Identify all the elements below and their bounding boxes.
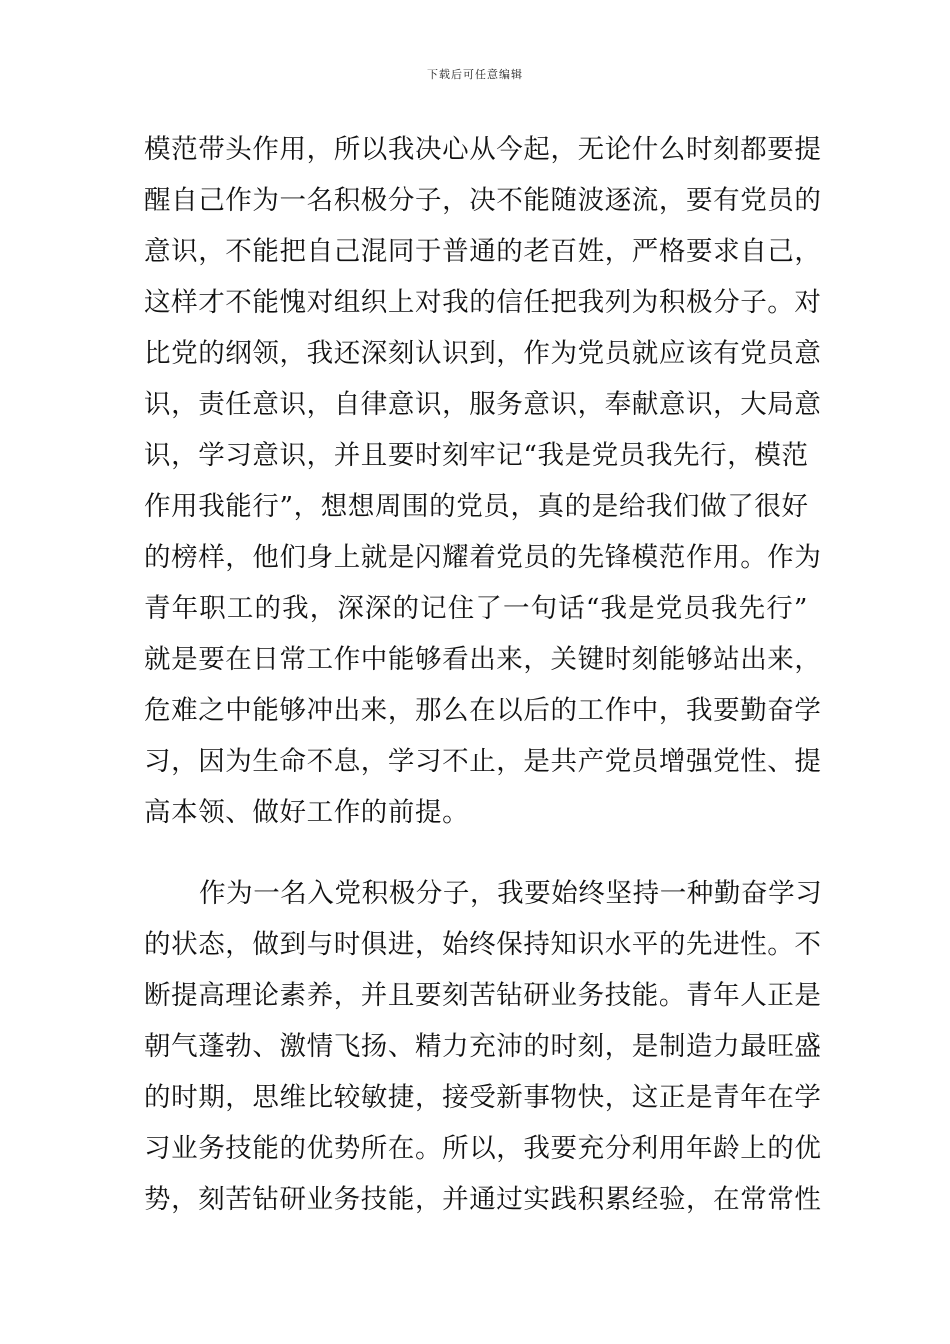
- text-line: 高本领、做好工作的前提。: [144, 797, 470, 828]
- text-line: 的榜样，他们身上就是闪耀着党员的先锋模范作用。作为: [144, 542, 822, 573]
- text-line: 的时期，思维比较敏捷，接受新事物快，这正是青年在学: [144, 1082, 822, 1113]
- text-line: 作为一名入党积极分子，我要始终坚持一种勤奋学习: [199, 878, 823, 909]
- text-line: 危难之中能够冲出来，那么在以后的工作中，我要勤奋学: [144, 695, 822, 726]
- paragraph-2: [144, 868, 823, 1225]
- text-line: 断提高理论素养，并且要刻苦钻研业务技能。青年人正是: [144, 980, 822, 1011]
- text-line: 识，学习意识，并且要时刻牢记“我是党员我先行，模范: [144, 440, 809, 471]
- text-line: 醒自己作为一名积极分子，决不能随波逐流，要有党员的: [144, 185, 822, 216]
- text-line: 这样才不能愧对组织上对我的信任把我列为积极分子。对: [144, 287, 822, 318]
- text-line: 青年职工的我，深深的记住了一句话“我是党员我先行”: [144, 593, 808, 624]
- text-line: 的状态，做到与时俱进，始终保持知识水平的先进性。不: [144, 929, 822, 960]
- paragraph-1: [144, 124, 822, 838]
- text-line: 势，刻苦钻研业务技能，并通过实践积累经验，在常常性: [144, 1184, 822, 1215]
- text-line: 识，责任意识，自律意识，服务意识，奉献意识，大局意: [144, 389, 822, 420]
- text-line: 比党的纲领，我还深刻认识到，作为党员就应该有党员意: [144, 338, 822, 369]
- text-line: 习业务技能的优势所在。所以，我要充分利用年龄上的优: [144, 1133, 822, 1164]
- text-line: 朝气蓬勃、激情飞扬、精力充沛的时刻，是制造力最旺盛: [144, 1031, 822, 1062]
- page-header: 下载后可任意编辑: [427, 68, 523, 81]
- text-line: 模范带头作用，所以我决心从今起，无论什么时刻都要提: [144, 134, 822, 165]
- text-line: 作用我能行”，想想周围的党员，真的是给我们做了很好: [144, 491, 809, 522]
- text-line: 习，因为生命不息，学习不止，是共产党员增强党性、提: [144, 746, 822, 777]
- text-line: 就是要在日常工作中能够看出来，关键时刻能够站出来，: [144, 644, 822, 675]
- text-line: 意识，不能把自己混同于普通的老百姓，严格要求自己，: [144, 236, 822, 267]
